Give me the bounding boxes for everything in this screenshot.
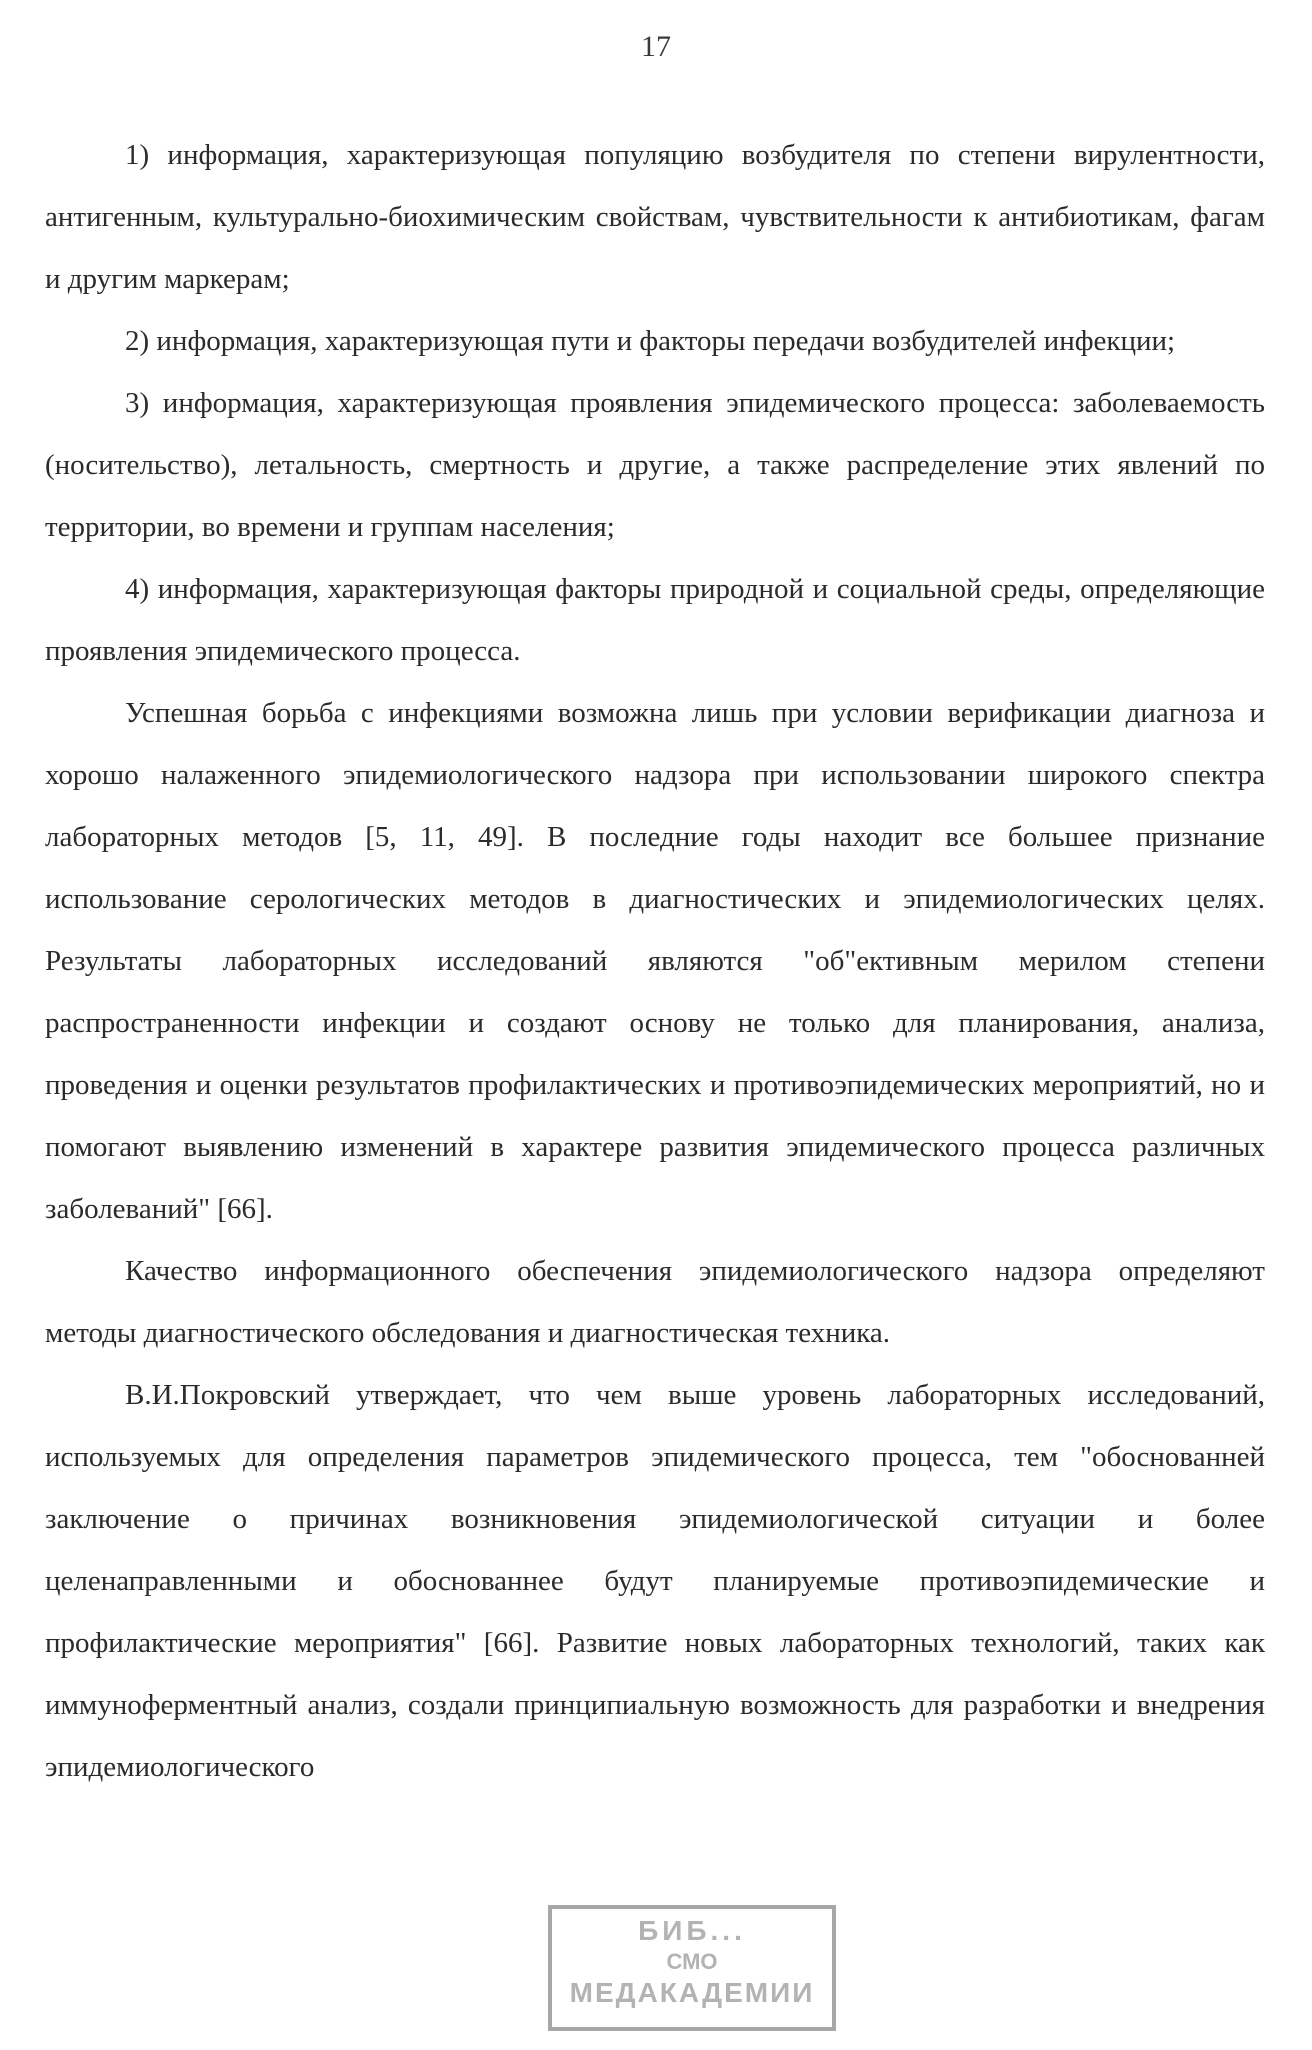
paragraph-information-quality: Качество информационного обеспечения эпидемиологического надзора определяют методы диагностического обследования и диагностическая техника. <box>45 1255 1265 1349</box>
paragraph-pokrovsky: В.И.Покровский утверждает, что чем выше уровень лабораторных исследований, используемых для определения параметров эпидемического процесса, тем "обоснованней заключение о причинах возникновения эпидемиологической ситуации и более целенаправленными и обоснованнее будут планируемые противоэпидемические и профилактические мероприятия" [66]. Развитие новых лабораторных технологий, таких как иммуноферментный анализ, создали принципиальную возможность для разработки и внедрения эпидемиологического <box>45 1379 1265 1783</box>
paragraph-info-transmission: 2) информация, характеризующая пути и факторы передачи возбудителей инфекции; <box>125 325 1176 357</box>
page-number: 17 <box>641 30 671 63</box>
stamp-line-3: МЕДАКАДЕМИИ <box>569 1977 815 2008</box>
paragraph-info-pathogen: 1) информация, характеризующая популяцию возбудителя по степени вирулентности, антигенным, культурально-биохимическим свойствам, чувствительности к антибиотикам, фагам и другим маркерам; <box>45 139 1265 295</box>
paragraph-info-environment: 4) информация, характеризующая факторы природной и социальной среды, определяющие проявления эпидемического процесса. <box>45 573 1265 667</box>
paragraph-lab-methods: Успешная борьба с инфекциями возможна лишь при условии верификации диагноза и хорошо налаженного эпидемиологического надзора при использовании широкого спектра лабораторных методов [5, 11, 49]. В последние годы находит все большее признание использование серологических методов в диагностических и эпидемиологических целях. Результаты лабораторных исследований являются "об"ективным мерилом степени распространенности инфекции и создают основу не только для планирования, анализа, проведения и оценки результатов профилактических и противоэпидемических мероприятий, но и помогают выявлению изменений в характере развития эпидемического процесса различных заболеваний" [66]. <box>45 697 1265 1225</box>
paragraph-info-epidemic-process: 3) информация, характеризующая проявления эпидемического процесса: заболеваемость (носительство), летальность, смертность и другие, а также распределение этих явлений по территории, во времени и группам населения; <box>45 387 1265 543</box>
document-body <box>45 124 1265 1798</box>
stamp-line-2: СМО <box>666 1949 718 1974</box>
stamp-line-1: БИБ... <box>638 1915 746 1946</box>
library-stamp <box>548 1905 836 2031</box>
